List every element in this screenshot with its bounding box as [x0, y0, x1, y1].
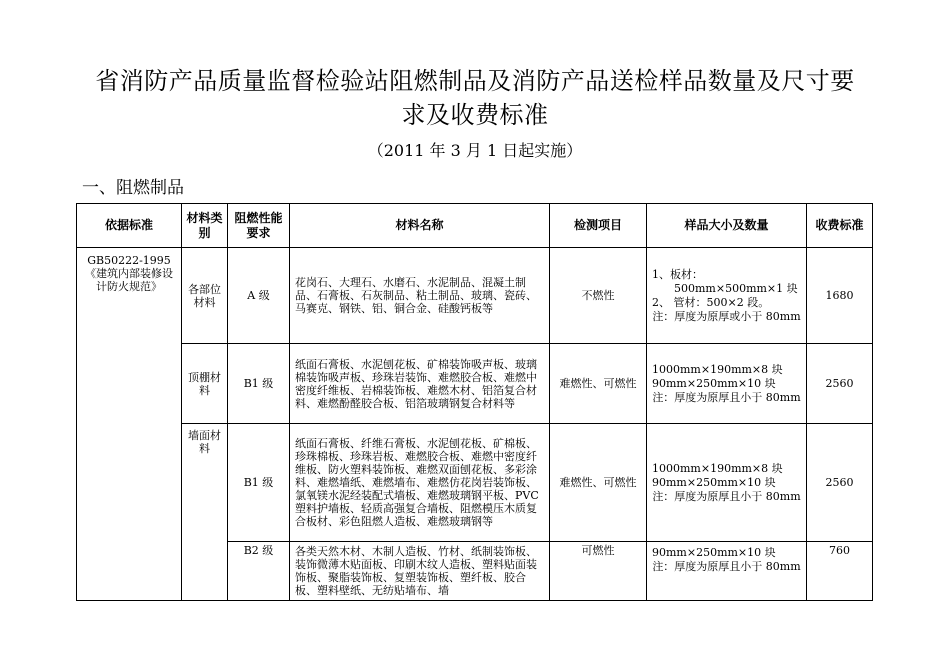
sample-line: 90mm×250mm×10 块 — [652, 377, 776, 390]
category-cell: 墙面材料 — [182, 424, 228, 601]
header-flame-requirement: 阻燃性能要求 — [228, 204, 290, 248]
category-cell: 各部位材料 — [182, 248, 228, 344]
standard-name: 《建筑内部装修设计防火规范》 — [85, 267, 173, 293]
table-row — [77, 248, 873, 344]
test-cell: 难燃性、可燃性 — [550, 424, 647, 542]
requirement-cell: A 级 — [228, 248, 290, 344]
sample-cell — [647, 248, 807, 344]
standard-cell — [77, 248, 182, 601]
sample-line: 1000mm×190mm×8 块 — [652, 363, 783, 376]
material-cell: 各类天然木材、木制人造板、竹材、纸制装饰板、装饰微薄木贴面板、印刷木纹人造板、塑料贴面装饰板、聚脂装饰板、复塑装饰板、塑纤板、胶合板、塑料壁纸、无纺贴墙布、墙 — [290, 542, 550, 601]
sample-line: 2、 管材：500×2 段。 — [652, 296, 770, 309]
header-sample-size: 样品大小及数量 — [647, 204, 807, 248]
fee-table — [76, 203, 873, 601]
sample-line: 90mm×250mm×10 块 — [652, 546, 776, 559]
test-cell: 不燃性 — [550, 248, 647, 344]
material-cell: 花岗石、大理石、水磨石、水泥制品、混凝土制品、石膏板、石灰制品、粘土制品、玻璃、瓷砖、马赛克、钢铁、铝、铜合金、硅酸钙板等 — [290, 248, 550, 344]
section-heading: 一、阻燃制品 — [82, 178, 184, 198]
header-fee: 收费标准 — [807, 204, 873, 248]
category-cell: 顶棚材料 — [182, 344, 228, 424]
header-test-item: 检测项目 — [550, 204, 647, 248]
sample-line: 1000mm×190mm×8 块 — [652, 462, 783, 475]
document-title — [60, 64, 890, 132]
title-line-2: 求及收费标准 — [401, 101, 549, 129]
sample-line: 1、板材： — [652, 268, 703, 281]
sample-note: 注：厚度为原厚或小于 80mm — [652, 310, 801, 323]
table-row — [77, 424, 873, 542]
sample-note: 注：厚度为原厚且小于 80mm — [652, 560, 801, 573]
sample-line: 90mm×250mm×10 块 — [652, 476, 776, 489]
sample-cell — [647, 344, 807, 424]
test-cell: 可燃性 — [550, 542, 647, 601]
sample-cell — [647, 424, 807, 542]
header-material-name: 材料名称 — [290, 204, 550, 248]
table-row — [77, 344, 873, 424]
requirement-cell: B1 级 — [228, 424, 290, 542]
sample-line: 500mm×500mm×1 块 — [674, 282, 798, 295]
fee-cell: 2560 — [807, 344, 873, 424]
table-header-row — [77, 204, 873, 248]
sample-note: 注：厚度为原厚且小于 80mm — [652, 490, 801, 503]
requirement-cell: B1 级 — [228, 344, 290, 424]
sample-note: 注：厚度为原厚且小于 80mm — [652, 391, 801, 404]
requirement-cell: B2 级 — [228, 542, 290, 601]
sample-cell — [647, 542, 807, 601]
material-cell: 纸面石膏板、纤维石膏板、水泥刨花板、矿棉板、珍珠棉板、珍珠岩板、难燃胶合板、难燃中密度纤维板、防火塑料装饰板、难燃双面刨花板、多彩涂料、难燃墙纸、难燃墙布、难燃仿花岗岩装饰板、氯氧镁水泥经装配式墙板、难燃玻璃钢平板、PVC 塑料护墙板、轻质高强复合墙板、阻燃模压木质复合板材、彩色阻燃人造板、难燃玻璃钢等 — [290, 424, 550, 542]
fee-cell: 2560 — [807, 424, 873, 542]
header-category: 材料类别 — [182, 204, 228, 248]
effective-date: （2011 年 3 月 1 日起实施） — [367, 141, 583, 160]
header-standard: 依据标准 — [77, 204, 182, 248]
test-cell: 难燃性、可燃性 — [550, 344, 647, 424]
standard-code: GB50222-1995 — [87, 254, 171, 267]
title-line-1: 省消防产品质量监督检验站阻燃制品及消防产品送检样品数量及尺寸要 — [95, 67, 855, 95]
fee-cell: 1680 — [807, 248, 873, 344]
fee-cell: 760 — [807, 542, 873, 601]
material-cell: 纸面石膏板、水泥刨花板、矿棉装饰吸声板、玻璃棉装饰吸声板、珍珠岩装饰、难燃胶合板、难燃中密度纤维板、岩棉装饰板、难燃木材、铝箔复合材料、难燃酚醛胶合板、铝箔玻璃钢复合材料等 — [290, 344, 550, 424]
